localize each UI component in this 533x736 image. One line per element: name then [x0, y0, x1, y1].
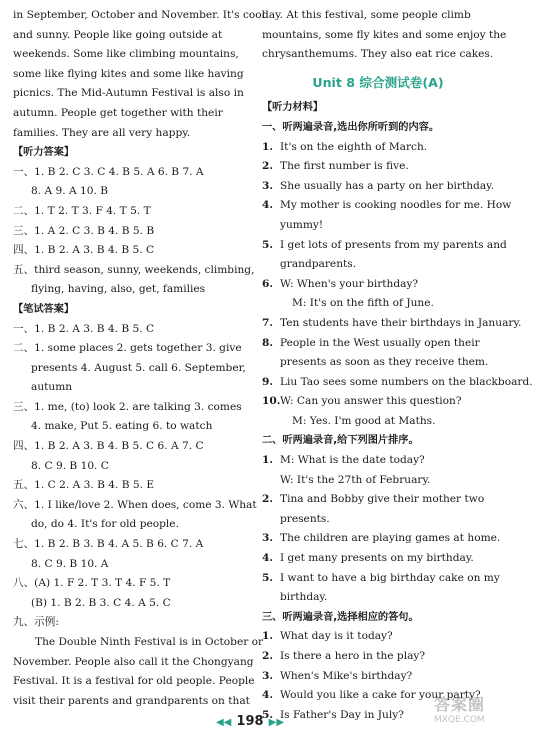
right-column	[262, 6, 533, 725]
item-line: The children are playing games at home.	[280, 532, 501, 545]
item-number: 4.	[262, 199, 274, 212]
item-text	[280, 236, 507, 275]
page-number: 198	[236, 714, 264, 729]
essay-line: Festival. It is a festival for old people. People	[13, 675, 255, 688]
watermark-url: MXQE.COM	[434, 715, 485, 725]
answer-line: 一、1. B 2. A 3. B 4. B 5. C	[13, 322, 155, 335]
essay-line: November. People also call it the Chongyang	[13, 655, 254, 668]
item-line: My mother is cooking noodles for me. How	[280, 199, 512, 212]
answer-line: 一、1. B 2. C 3. C 4. B 5. A 6. B 7. A	[13, 165, 204, 178]
item-line: I get lots of presents from my parents and	[280, 238, 507, 251]
material-heading: 【听力材料】	[262, 102, 324, 114]
list-item	[262, 196, 512, 235]
intro-line: some like flying kites and some like having	[13, 67, 244, 80]
item-text	[280, 275, 494, 314]
item-line: birthday.	[280, 591, 328, 604]
answer-line: 三、1. A 2. C 3. B 4. B 5. B	[13, 224, 155, 237]
list-item	[262, 451, 494, 490]
left-column	[13, 6, 266, 711]
list-item	[262, 667, 494, 687]
item-line: W: When's your birthday?	[280, 277, 419, 290]
intro-line: in September, October and November. It's cool	[13, 9, 266, 21]
essay-line: visit their parents and grandparents on that	[13, 694, 250, 707]
section-1-list	[262, 138, 533, 432]
item-line: Ten students have their birthdays in January.	[280, 316, 522, 329]
item-number: 1.	[262, 454, 274, 467]
prev-arrow-icon: ◀◀	[215, 717, 232, 728]
answer-line: 二、1. some places 2. gets together 3. give	[13, 342, 242, 355]
list-item	[262, 529, 501, 549]
item-text	[280, 647, 494, 667]
item-line: It's on the eighth of March.	[280, 140, 428, 153]
item-text	[280, 334, 494, 373]
item-number: 3.	[262, 179, 274, 192]
essay-line: mountains, some fly kites and some enjoy the	[262, 28, 507, 41]
answer-line: (B) 1. B 2. B 3. C 4. A 5. C	[31, 596, 171, 609]
intro-line: picnics. The Mid-Autumn Festival is also in	[13, 87, 244, 100]
list-item	[262, 490, 494, 529]
item-line: Would you like a cake for your party?	[280, 689, 481, 702]
item-line: grandparents.	[280, 258, 357, 271]
item-text	[280, 392, 494, 431]
item-line: She usually has a party on her birthday.	[280, 179, 495, 192]
section-2-list	[262, 451, 501, 608]
answer-line: autumn	[31, 381, 73, 394]
item-text	[280, 667, 494, 687]
written-answers	[13, 320, 257, 634]
written-answer-heading: 【笔试答案】	[13, 303, 75, 315]
item-number: 6.	[262, 277, 274, 290]
item-number: 2.	[262, 650, 274, 662]
intro-line: and sunny. People like going outside at	[13, 28, 223, 41]
essay-paragraph	[13, 633, 264, 711]
item-line: Is there a hero in the play?	[280, 650, 426, 662]
item-text	[280, 529, 500, 549]
list-item	[262, 275, 494, 314]
list-item	[262, 569, 500, 608]
item-text	[280, 314, 521, 334]
answer-line: flying, having, also, get, families	[31, 283, 206, 296]
item-number: 5.	[262, 571, 274, 584]
item-number: 1.	[262, 630, 274, 643]
item-number: 1.	[262, 140, 274, 153]
item-text	[280, 451, 494, 490]
item-line: Tina and Bobby give their mother two	[280, 493, 485, 506]
item-text	[280, 569, 500, 608]
item-text	[280, 138, 494, 158]
answer-line: 4. make, Put 5. eating 6. to watch	[31, 420, 213, 433]
item-line: Is Father's Day in July?	[280, 708, 404, 721]
answer-line: 二、1. T 2. T 3. F 4. T 5. T	[13, 204, 151, 217]
list-item	[262, 314, 522, 334]
essay-line: day. At this festival, some people climb	[262, 9, 471, 21]
item-text	[280, 196, 511, 235]
item-line: M: Yes. I'm good at Maths.	[292, 414, 436, 427]
item-line: People in the West usually open their	[280, 336, 480, 349]
intro-line: weekends. Some like climbing mountains,	[13, 48, 239, 61]
item-number: 4.	[262, 689, 274, 702]
section-3-heading: 三、听两遍录音,选择相应的答句。	[262, 611, 419, 623]
list-item	[262, 627, 494, 647]
item-text	[280, 549, 494, 569]
item-line: W: It's the 27th of February.	[280, 473, 431, 486]
item-number: 5.	[262, 238, 274, 251]
item-text	[280, 177, 494, 197]
list-item	[262, 392, 494, 431]
essay-line: chrysanthemums. They also eat rice cakes.	[262, 48, 494, 61]
answer-line: 四、1. B 2. A 3. B 4. B 5. C 6. A 7. C	[13, 440, 204, 453]
list-item	[262, 236, 507, 275]
intro-line: families. They are all very happy.	[13, 126, 191, 139]
item-number: 4.	[262, 552, 274, 565]
list-item	[262, 373, 533, 393]
item-line: W: Can you answer this question?	[280, 395, 462, 408]
item-number: 2.	[262, 493, 274, 506]
list-item	[262, 157, 494, 177]
answer-line: 五、1. C 2. A 3. B 4. B 5. E	[13, 479, 155, 492]
intro-line: autumn. People get together with their	[13, 106, 223, 119]
item-text	[280, 627, 494, 647]
item-line: presents.	[280, 512, 330, 525]
item-number: 8.	[262, 336, 274, 349]
item-line: I want to have a big birthday cake on my	[280, 571, 500, 584]
section-2-heading: 二、听两遍录音,给下列图片排序。	[262, 435, 419, 447]
item-text	[280, 373, 533, 393]
item-number: 3.	[262, 532, 274, 545]
answer-line: 8. C 9. B 10. A	[31, 557, 109, 570]
item-number: 3.	[262, 669, 274, 682]
answer-line: do, do 4. It's for old people.	[31, 518, 179, 531]
item-line: yummy!	[280, 218, 324, 231]
watermark	[434, 692, 494, 730]
item-line: M: What is the date today?	[280, 454, 425, 467]
list-item	[262, 647, 494, 667]
answer-line: 五、third season, sunny, weekends, climbing,	[13, 263, 255, 276]
item-line: Liu Tao sees some numbers on the blackboard.	[280, 375, 533, 388]
item-number: 2.	[262, 160, 274, 173]
answer-line: 八、(A) 1. F 2. T 3. T 4. F 5. T	[13, 577, 171, 590]
item-number: 9.	[262, 375, 274, 388]
listen-answers	[13, 163, 255, 300]
answer-line: 九、示例:	[13, 616, 59, 629]
page-footer	[0, 710, 500, 729]
item-line: I get many presents on my birthday.	[280, 552, 474, 565]
answer-line: 三、1. me, (to) look 2. are talking 3. comes	[13, 400, 242, 413]
intro-paragraph	[13, 6, 266, 143]
list-item	[262, 138, 494, 158]
item-line: When's Mike's birthday?	[280, 669, 413, 682]
item-text	[280, 157, 494, 177]
item-number: 7.	[262, 316, 274, 329]
answer-line: 七、1. B 2. B 3. B 4. A 5. B 6. C 7. A	[13, 538, 204, 551]
item-line: presents as soon as they receive them.	[280, 356, 489, 369]
watermark-logo: 答案圈	[434, 695, 486, 714]
list-item	[262, 334, 494, 373]
item-number: 5.	[262, 708, 274, 721]
section-1-heading: 一、听两遍录音,选出你所听到的内容。	[262, 121, 440, 133]
list-item	[262, 549, 494, 569]
next-arrow-icon: ▶▶	[268, 717, 285, 728]
item-line: The first number is five.	[280, 160, 409, 173]
answer-line: 8. A 9. A 10. B	[31, 185, 108, 198]
essay-continuation	[262, 6, 507, 65]
item-number: 10.	[262, 395, 281, 408]
answer-line: 六、1. I like/love 2. When does, come 3. What	[13, 498, 257, 511]
listen-answer-heading: 【听力答案】	[13, 147, 75, 159]
unit-title: Unit 8 综合测试卷(A)	[312, 74, 444, 90]
answer-line: 四、1. B 2. A 3. B 4. B 5. C	[13, 244, 155, 257]
essay-line: The Double Ninth Festival is in October or	[35, 636, 264, 648]
answer-line: presents 4. August 5. call 6. September,	[31, 361, 246, 374]
item-text	[280, 490, 494, 529]
list-item	[262, 177, 494, 197]
item-line: M: It's on the fifth of June.	[292, 297, 434, 310]
item-line: What day is it today?	[280, 630, 393, 643]
answer-line: 8. C 9. B 10. C	[31, 459, 109, 472]
